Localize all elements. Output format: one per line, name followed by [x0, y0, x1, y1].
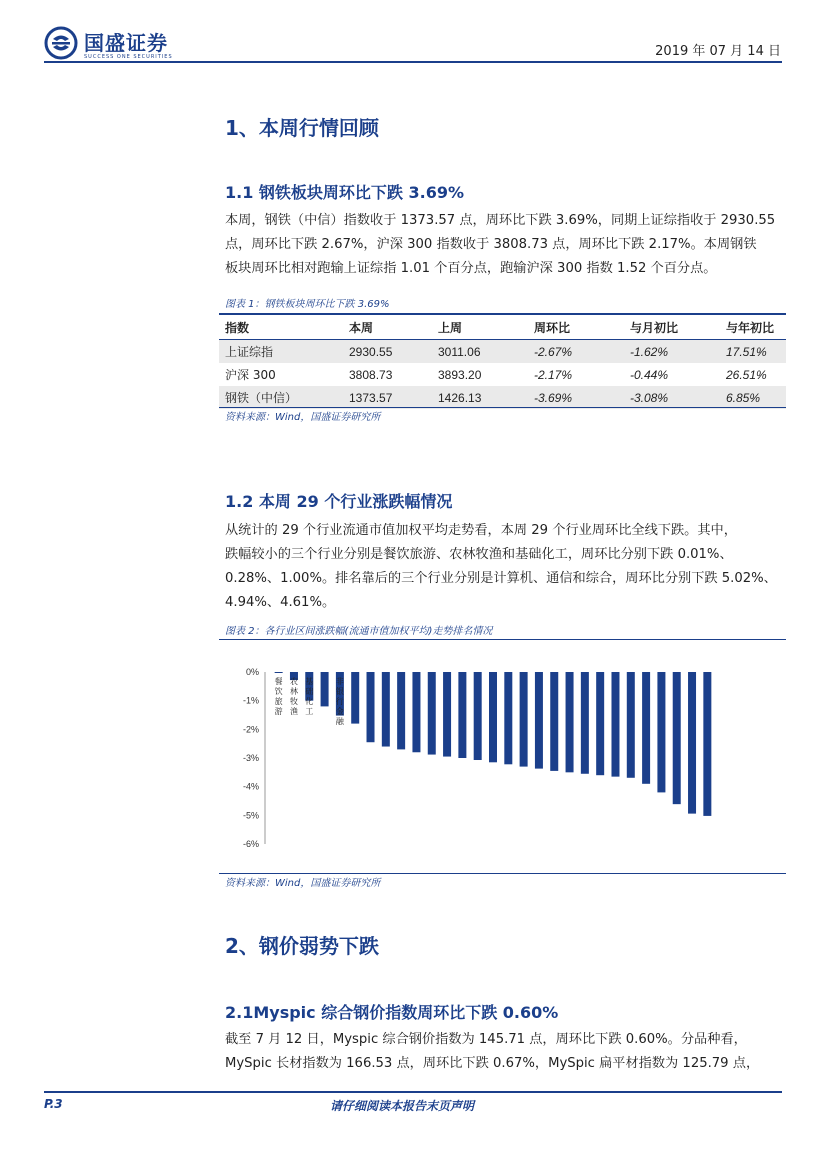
table-row — [219, 386, 786, 409]
category-label: 游 — [274, 707, 283, 716]
bar — [474, 672, 482, 760]
table-header: 周环比 — [528, 314, 624, 340]
bar — [627, 672, 635, 778]
section-1-1-paragraph — [225, 209, 785, 281]
table-header-row — [219, 314, 786, 340]
category-label: 林 — [289, 687, 298, 696]
bar — [535, 672, 543, 769]
category-label: 饮 — [274, 687, 283, 696]
report-date: 2019 年 07 月 14 日 — [655, 44, 781, 59]
bar — [382, 672, 390, 747]
table-cell: 3893.20 — [438, 367, 482, 382]
table-header: 本周 — [343, 314, 432, 340]
table-cell: 17.51% — [720, 340, 786, 364]
brand-subtitle: SUCCESS ONE SECURITIES — [84, 54, 173, 60]
paragraph-line: MySpic 长材指数为 166.53 点，周环比下跌 0.67%，MySpic 扁平材指数为 125.79 点， — [225, 1056, 760, 1071]
footer-notice: 请仔细阅读本报告末页声明 — [330, 1099, 475, 1113]
table-cell: -2.17% — [534, 367, 573, 382]
table-cell: -3.69% — [528, 386, 624, 409]
bar — [550, 672, 558, 771]
table-cell: 沪深 300 — [225, 368, 276, 382]
bar — [596, 672, 604, 775]
bar — [351, 672, 359, 724]
bar — [275, 672, 283, 673]
paragraph-line: 本周，钢铁（中信）指数收于 1373.57 点，周环比下跌 3.69%，同期上证综指收于 2930.55 — [225, 213, 776, 228]
bar — [520, 672, 528, 767]
table-cell: -3.08% — [624, 386, 720, 409]
bar — [504, 672, 512, 764]
y-tick-label: -5% — [242, 810, 259, 821]
table-cell: 3011.06 — [432, 340, 528, 364]
section-1-2-paragraph — [225, 519, 785, 615]
brand-logo-icon — [44, 26, 78, 60]
y-tick-label: -1% — [242, 695, 259, 706]
table-cell: 2930.55 — [343, 340, 432, 364]
table-cell: -0.44% — [630, 367, 669, 382]
bar — [581, 672, 589, 774]
table-cell: 1373.57 — [343, 386, 432, 409]
section-2-1-title: 2.1Myspic 综合钢价指数周环比下跌 0.60% — [225, 1003, 559, 1022]
table-source: 资料来源：Wind，国盛证券研究所 — [225, 412, 381, 423]
footer-rule — [44, 1091, 782, 1093]
table-row — [219, 340, 786, 364]
bar — [367, 672, 375, 742]
category-label: 融 — [335, 717, 344, 726]
bar — [688, 672, 696, 814]
bar — [673, 672, 681, 804]
header-rule — [44, 61, 782, 63]
paragraph-line: 截至 7 月 12 日，Myspic 综合钢价指数为 145.71 点，周环比下跌 0.60%。分品种看， — [225, 1032, 747, 1047]
y-tick-label: -4% — [242, 781, 259, 792]
y-tick-label: -3% — [242, 753, 259, 763]
section-1-title: 1、本周行情回顾 — [225, 116, 379, 140]
paragraph-line: 0.28%、1.00%。排名靠后的三个行业分别是计算机、通信和综合，周环比分别下跌 5.02%、 — [225, 571, 777, 586]
bar — [321, 672, 329, 706]
paragraph-line: 4.94%、4.61%。 — [225, 595, 336, 610]
bar — [458, 672, 466, 758]
category-label: 非 — [335, 677, 344, 686]
table-cell: 3808.73 — [349, 367, 393, 382]
figure-2-title: 图表 2：各行业区间涨跌幅(流通市值加权平均)走势排名情况 — [225, 626, 493, 637]
table-header: 与月初比 — [624, 314, 720, 340]
index-table — [219, 313, 786, 409]
table-cell: 钢铁（中信） — [219, 386, 343, 409]
section-2-1-paragraph — [225, 1028, 785, 1076]
bar — [397, 672, 405, 749]
category-label: 基 — [305, 677, 314, 686]
table-cell: -1.62% — [624, 340, 720, 364]
bar — [611, 672, 619, 777]
category-label: 行 — [335, 697, 344, 706]
figure-1-title: 图表 1：钢铁板块周环比下跌 3.69% — [225, 299, 390, 310]
category-label: 础 — [305, 687, 314, 696]
table-cell: 26.51% — [726, 367, 767, 382]
bar — [489, 672, 497, 762]
table-header: 指数 — [219, 314, 343, 340]
chart-source: 资料来源：Wind，国盛证券研究所 — [225, 878, 381, 889]
y-tick-label: -2% — [242, 724, 259, 735]
y-tick-label: 0% — [245, 667, 259, 677]
bar — [412, 672, 420, 752]
paragraph-line: 跌幅较小的三个行业分别是餐饮旅游、农林牧渔和基础化工，周环比分别下跌 0.01%、 — [225, 547, 733, 562]
category-label: 旅 — [274, 697, 283, 706]
figure-2-top-rule — [219, 639, 786, 640]
section-2-title: 2、钢价弱势下跌 — [225, 934, 379, 958]
category-label: 餐 — [274, 677, 283, 686]
table-cell: 6.85% — [720, 386, 786, 409]
section-1-1-title: 1.1 钢铁板块周环比下跌 3.69% — [225, 183, 464, 202]
paragraph-line: 点，周环比下跌 2.67%，沪深 300 指数收于 3808.73 点，周环比下跌 2.17%。本周钢铁 — [225, 237, 757, 252]
bar — [566, 672, 574, 772]
bar — [703, 672, 711, 816]
table-cell: 上证综指 — [219, 340, 343, 364]
table-cell: 1426.13 — [432, 386, 528, 409]
table-row — [219, 363, 786, 386]
category-label: 农 — [289, 677, 298, 686]
paragraph-line: 从统计的 29 个行业流通市值加权平均走势看，本周 29 个行业周环比全线下跌。其中， — [225, 523, 737, 538]
category-label: 工 — [305, 707, 314, 716]
category-label: 金 — [335, 707, 344, 716]
industry-bar-chart — [219, 644, 786, 874]
paragraph-line: 板块周环比相对跑输上证综指 1.01 个百分点，跑输沪深 300 指数 1.52 个百分点。 — [225, 261, 717, 276]
category-label: 化 — [305, 697, 314, 706]
y-tick-label: -6% — [242, 839, 259, 849]
brand-name: 国盛证券 — [84, 31, 168, 55]
category-label: 牧 — [289, 697, 298, 706]
bar — [428, 672, 436, 755]
page-number: P.3 — [44, 1097, 63, 1111]
bar — [642, 672, 650, 784]
category-label: 渔 — [289, 707, 298, 716]
bar — [657, 672, 665, 792]
table-header: 与年初比 — [720, 314, 786, 340]
bar — [443, 672, 451, 757]
brand-logo — [44, 26, 78, 60]
table-header: 上周 — [432, 314, 528, 340]
table-cell: -2.67% — [528, 340, 624, 364]
category-label: 银 — [335, 687, 344, 696]
section-1-2-title: 1.2 本周 29 个行业涨跌幅情况 — [225, 492, 453, 511]
